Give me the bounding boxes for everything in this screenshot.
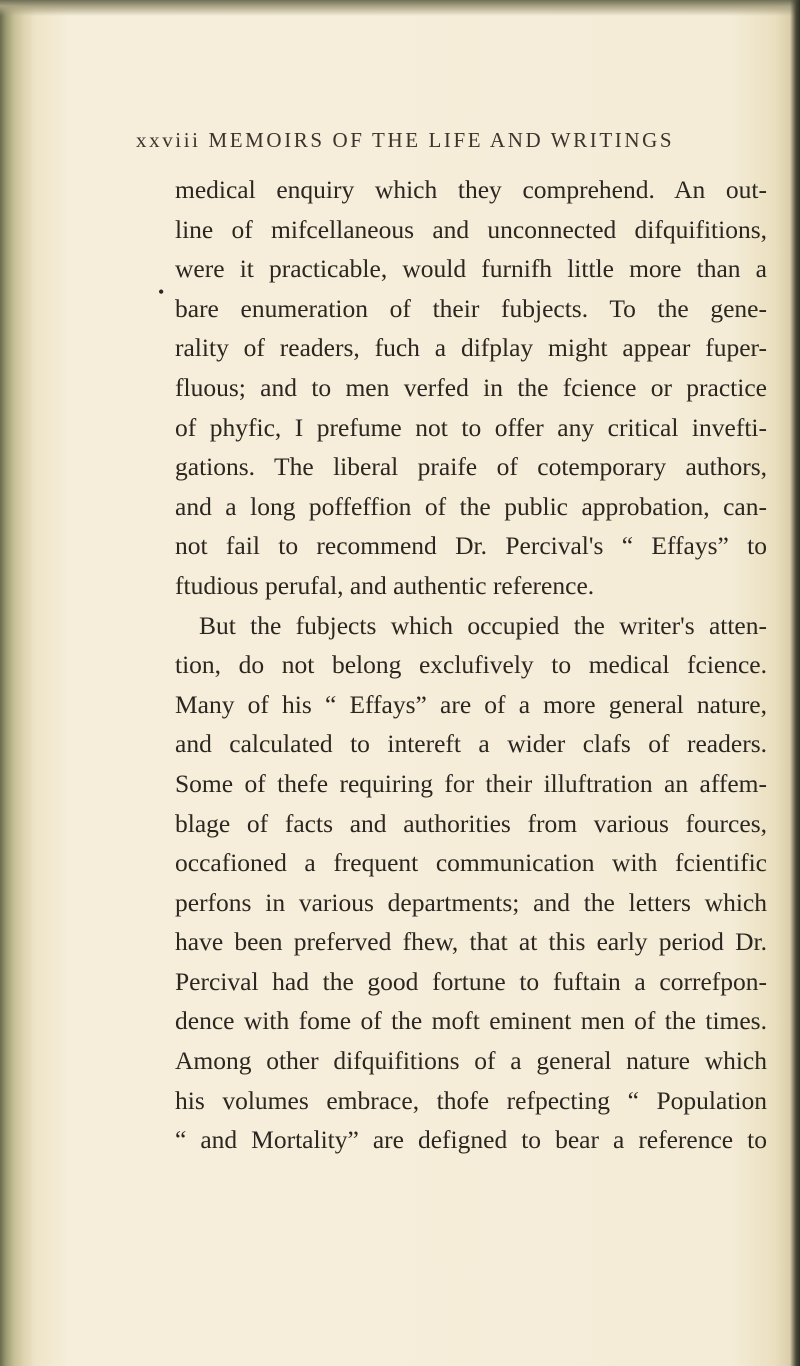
running-head: xxviii MEMOIRS OF THE LIFE AND WRITINGS (136, 128, 675, 152)
text-line: bare enumeration of their fubjects. To the gene- (175, 293, 767, 323)
text-line: Percival had the good fortune to fuftain a correfpon- (175, 966, 767, 996)
text-line: Among other difquifitions of a general nature which (175, 1046, 767, 1076)
text-line: gations. The liberal praife of cotemporary authors, (175, 452, 767, 482)
text-line: Some of thefe requiring for their illuftration an affem- (175, 768, 767, 798)
text-line: not fail to recommend Dr. Percival's “ Effays” to (175, 531, 767, 561)
text-line: were it practicable, would furnifh little more than a (175, 254, 767, 284)
text-line: ftudious perufal, and authentic reference. (175, 570, 595, 600)
text-line: dence with fome of the moft eminent men of the times. (175, 1006, 767, 1036)
top-page-edge (0, 0, 800, 16)
text-line: tion, do not belong exclufively to medical fcience. (175, 650, 767, 680)
margin-marker: • (158, 282, 165, 302)
text-line: and calculated to intereft a wider clafs of readers. (175, 729, 767, 759)
text-line: Many of his “ Effays” are of a more general nature, (175, 689, 767, 719)
right-page-edge (790, 0, 800, 1366)
text-line: But the fubjects which occupied the writer's atten- (199, 610, 767, 640)
binding-shadow (0, 0, 34, 1366)
text-line: medical enquiry which they comprehend. An out- (175, 175, 767, 204)
text-line: rality of readers, fuch a difplay might appear fuper- (175, 333, 767, 363)
text-line: “ and Mortality” are defigned to bear a reference to (175, 1125, 767, 1155)
text-line: perfons in various departments; and the letters which (175, 887, 767, 917)
text-line: have been preferved fhew, that at this early period Dr. (175, 927, 767, 957)
text-line: occafioned a frequent communication with fcientific (175, 848, 767, 878)
body-text (175, 170, 767, 1160)
text-line: his volumes embrace, thofe refpecting “ Population (175, 1085, 767, 1115)
text-line: and a long poffeffion of the public approbation, can- (175, 491, 767, 521)
text-line: blage of facts and authorities from various fources, (175, 808, 767, 838)
text-line: of phyfic, I prefume not to offer any critical invefti- (175, 412, 767, 442)
text-line: fluous; and to men verfed in the fcience or practice (175, 372, 767, 402)
text-line: line of mifcellaneous and unconnected difquifitions, (175, 214, 767, 244)
